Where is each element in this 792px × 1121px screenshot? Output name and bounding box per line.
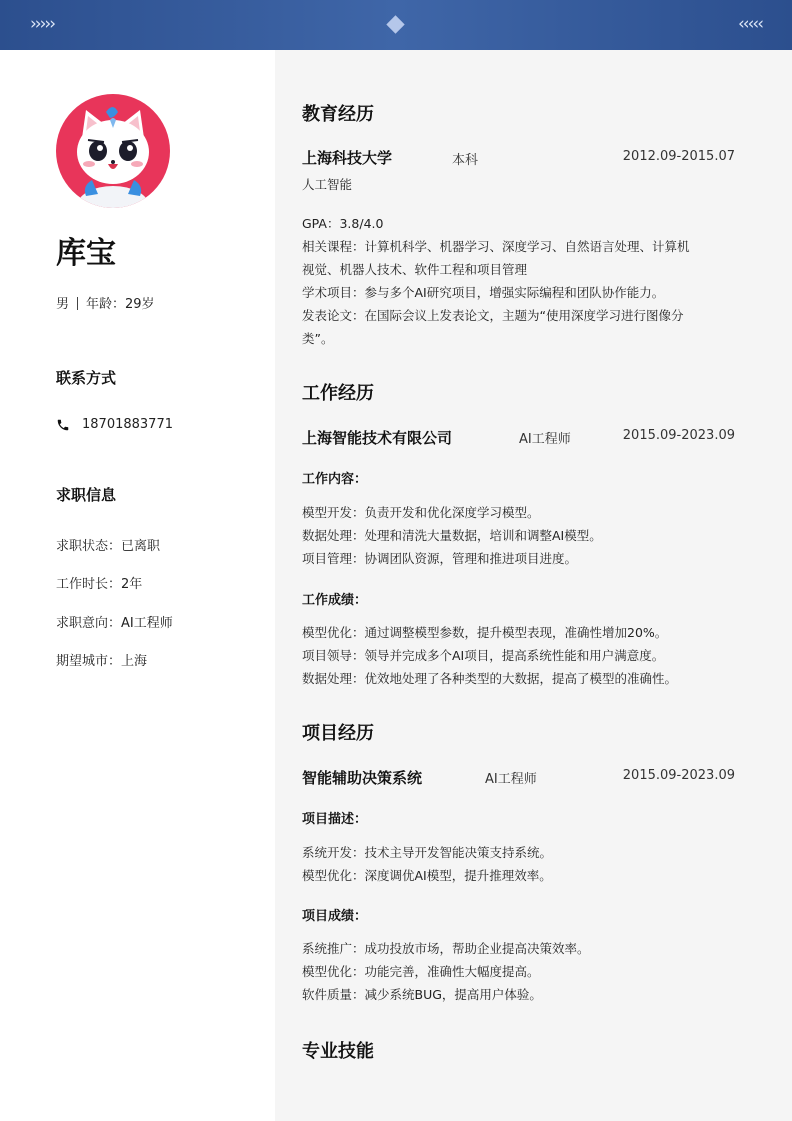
project-date: 2015.09-2023.09 [622,768,735,783]
gpa: GPA：3.8/4.0 [302,216,384,231]
education-title: 教育经历 [302,104,374,125]
degree: 本科 [452,153,479,168]
gender: 男 [56,297,70,312]
age: 年龄：29岁 [86,297,155,312]
project-name: 智能辅助决策系统 [302,769,423,787]
project-desc-title: 项目描述： [302,812,368,827]
avatar [56,94,170,208]
cat-mascot-icon [56,94,170,208]
phone-number[interactable]: 18701883771 [82,417,173,432]
work-role: AI工程师 [519,432,571,447]
diamond-icon [386,15,404,33]
basic-info [56,293,155,312]
paper-line-2: 类”。 [302,331,334,346]
phone-icon [56,418,70,432]
academic-projects: 学术项目：参与多个AI研究项目，增强实际编程和团队协作能力。 [302,285,665,300]
skills-title: 专业技能 [302,1041,374,1062]
list-item: 模型优化：通过调整模型参数，提升模型表现，准确性增加20%。 [302,625,668,640]
work-content-list [302,501,742,570]
work-content-title: 工作内容： [302,472,368,487]
list-item: 模型开发：负责开发和优化深度学习模型。 [302,505,540,520]
school-name: 上海科技大学 [302,149,393,167]
major [302,173,742,196]
list-item: 软件质量：减少系统BUG，提高用户体验。 [302,987,542,1002]
contact-title: 联系方式 [56,369,117,387]
list-item: 项目管理：协调团队资源，管理和推进项目进度。 [302,551,578,566]
list-item: 系统开发：技术主导开发智能决策支持系统。 [302,845,553,860]
list-item: 模型优化：深度调优AI模型，提升推理效率。 [302,868,552,883]
education-details [302,212,742,350]
list-item: 系统推广：成功投放市场，帮助企业提高决策效率。 [302,941,590,956]
project-desc-list [302,841,742,887]
job-status: 求职状态：已离职 [56,539,161,554]
project-achieve-title: 项目成绩： [302,909,368,924]
job-intention: 求职意向：AI工程师 [56,616,173,631]
work-title: 工作经历 [302,383,374,404]
project-title: 项目经历 [302,723,374,744]
courses-line-1: 相关课程：计算机科学、机器学习、深度学习、自然语言处理、计算机 [302,239,690,254]
company-name: 上海智能技术有限公司 [302,429,453,447]
courses-line-2: 视觉、机器人技术、软件工程和项目管理 [302,262,528,277]
work-achieve-title: 工作成绩： [302,593,368,608]
project-achieve-list [302,937,742,1006]
person-name: 库宝 [56,236,116,271]
phone-row [56,417,173,432]
job-info-title: 求职信息 [56,486,117,504]
list-item: 项目领导：领导并完成多个AI项目，提高系统性能和用户满意度。 [302,648,665,663]
chevron-left-icon: ‹‹‹‹‹ [738,14,762,34]
header-bar [0,0,792,50]
list-item: 模型优化：功能完善，准确性大幅度提高。 [302,964,540,979]
chevron-right-icon: ››››› [30,14,54,34]
list-item: 数据处理：处理和清洗大量数据，培训和调整AI模型。 [302,528,602,543]
project-role: AI工程师 [485,772,537,787]
paper-line-1: 发表论文：在国际会议上发表论文，主题为“使用深度学习进行图像分 [302,308,684,323]
divider [77,297,78,310]
education-date: 2012.09-2015.07 [622,149,735,164]
list-item: 数据处理：优效地处理了各种类型的大数据，提高了模型的准确性。 [302,671,678,686]
work-achieve-list [302,621,742,690]
job-duration: 工作时长：2年 [56,577,143,592]
major-text: 人工智能 [302,177,353,192]
work-date: 2015.09-2023.09 [622,428,735,443]
job-city: 期望城市：上海 [56,654,148,669]
